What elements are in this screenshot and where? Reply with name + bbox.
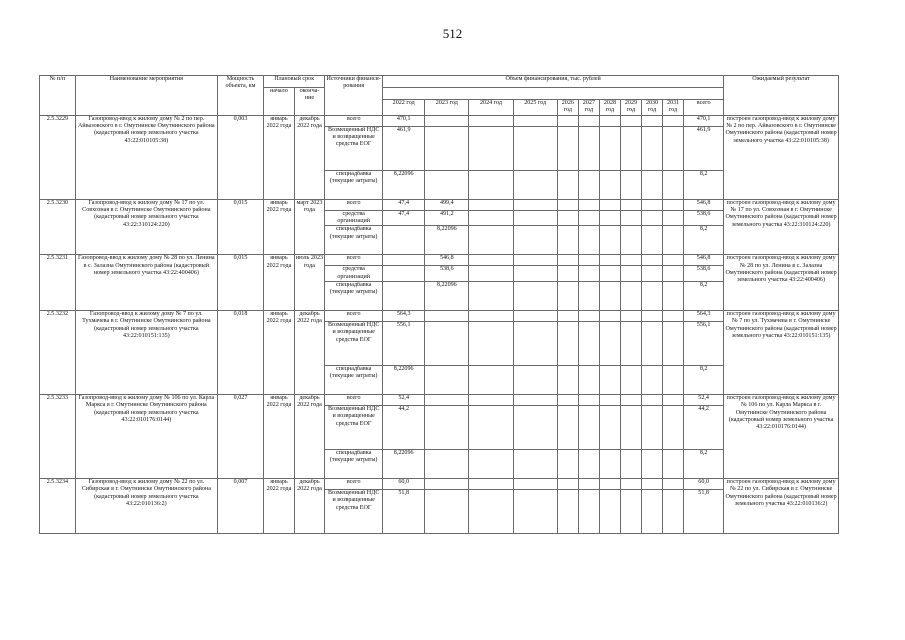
value-empty — [469, 478, 513, 489]
value-empty — [557, 489, 578, 533]
value-2022 — [383, 266, 425, 282]
source-name: средства организаций — [325, 210, 383, 226]
value-2023 — [425, 170, 469, 199]
value-empty — [557, 226, 578, 255]
row-name: Газопровод-ввод к жилому дому № 2 по пер. Айвазовского в г. Омутнинске Омутнинского района (кадастровый номер земельного участка 43:22:010105:38) — [75, 115, 217, 199]
value-empty — [620, 489, 641, 533]
header-year: 2024 год — [469, 100, 513, 116]
table-row — [40, 115, 839, 126]
header-num: № п/п — [40, 76, 76, 116]
value-empty — [578, 489, 599, 533]
value-empty — [620, 405, 641, 449]
source-name: спецнадбавка (текущие затраты) — [325, 365, 383, 394]
value-empty — [599, 365, 620, 394]
value-empty — [599, 226, 620, 255]
value-empty — [620, 449, 641, 478]
value-empty — [557, 115, 578, 126]
value-empty — [663, 255, 684, 266]
value-empty — [620, 310, 641, 321]
row-end: декабрь 2022 года — [294, 394, 325, 478]
value-empty — [663, 394, 684, 405]
value-empty — [620, 126, 641, 170]
value-empty — [578, 478, 599, 489]
value-empty — [599, 170, 620, 199]
header-period-end: оконча- ние — [294, 88, 325, 116]
value-empty — [513, 126, 557, 170]
value-empty — [557, 321, 578, 365]
value-empty — [513, 281, 557, 310]
value-empty — [663, 405, 684, 449]
value-2023: 8,22096 — [425, 281, 469, 310]
value-total: 8,2 — [684, 449, 724, 478]
value-empty — [599, 255, 620, 266]
value-empty — [557, 449, 578, 478]
value-empty — [469, 405, 513, 449]
value-empty — [469, 310, 513, 321]
row-end: декабрь 2022 года — [294, 478, 325, 533]
value-empty — [469, 365, 513, 394]
value-2023 — [425, 478, 469, 489]
header-period-start: начало — [264, 88, 295, 116]
value-empty — [513, 478, 557, 489]
value-empty — [513, 170, 557, 199]
value-empty — [557, 394, 578, 405]
value-empty — [513, 199, 557, 210]
value-empty — [578, 365, 599, 394]
row-result: построен газопровод-ввод к жилому дому № 106 по ул. Карла Маркса в г. Омутнинске Омутнинского района (кадастровый номер земельного участка 43:22:010176:0144) — [724, 394, 839, 478]
value-empty — [557, 255, 578, 266]
value-2022 — [383, 255, 425, 266]
value-total: 8,2 — [684, 365, 724, 394]
header-year: 2027 год — [578, 100, 599, 116]
source-name: спецнадбавка (текущие затраты) — [325, 281, 383, 310]
value-empty — [469, 255, 513, 266]
row-num: 2.5.3229 — [40, 115, 76, 199]
header-name: Наименование мероприятия — [75, 76, 217, 116]
value-empty — [578, 321, 599, 365]
value-empty — [642, 255, 663, 266]
value-empty — [578, 405, 599, 449]
header-year: 2028 год — [599, 100, 620, 116]
value-empty — [620, 210, 641, 226]
value-empty — [642, 365, 663, 394]
value-empty — [642, 405, 663, 449]
row-capacity: 0,015 — [217, 199, 263, 255]
row-start: январь 2022 года — [264, 255, 295, 311]
value-empty — [513, 405, 557, 449]
value-empty — [599, 126, 620, 170]
value-empty — [578, 281, 599, 310]
value-empty — [663, 210, 684, 226]
source-name: Возмещенный НДС и возвращенные средства ЕОГ — [325, 489, 383, 533]
value-empty — [620, 255, 641, 266]
row-start: январь 2022 года — [264, 478, 295, 533]
value-empty — [599, 449, 620, 478]
value-empty — [620, 170, 641, 199]
value-empty — [469, 170, 513, 199]
value-empty — [663, 321, 684, 365]
value-2023: 8,22096 — [425, 226, 469, 255]
value-empty — [599, 115, 620, 126]
value-total: 538,6 — [684, 210, 724, 226]
value-empty — [469, 394, 513, 405]
value-empty — [642, 210, 663, 226]
value-empty — [642, 489, 663, 533]
source-name: всего — [325, 394, 383, 405]
value-2023 — [425, 126, 469, 170]
value-empty — [578, 394, 599, 405]
table-row — [40, 199, 839, 210]
source-name: Возмещенный НДС и возвращенные средства ЕОГ — [325, 321, 383, 365]
row-num: 2.5.3230 — [40, 199, 76, 255]
value-2022: 51,8 — [383, 489, 425, 533]
value-empty — [513, 210, 557, 226]
row-start: январь 2022 года — [264, 199, 295, 255]
header-result: Ожидаемый результат — [724, 76, 839, 116]
value-total: 470,1 — [684, 115, 724, 126]
header-year: 2029 год — [620, 100, 641, 116]
value-empty — [578, 449, 599, 478]
row-start: январь 2022 года — [264, 394, 295, 478]
value-total: 546,8 — [684, 199, 724, 210]
source-name: спецнадбавка (текущие затраты) — [325, 226, 383, 255]
value-empty — [469, 321, 513, 365]
header-year: 2026 год — [557, 100, 578, 116]
row-result: построен газопровод-ввод к жилому дому № 17 по ул. Совхозная в г. Омутнинске Омутнинского района (кадастровый номер земельного участка 43:22:310124:220) — [724, 199, 839, 255]
value-empty — [599, 489, 620, 533]
value-2023 — [425, 394, 469, 405]
value-empty — [469, 210, 513, 226]
value-empty — [663, 226, 684, 255]
value-total: 546,8 — [684, 255, 724, 266]
header-year: всего — [684, 100, 724, 116]
row-num: 2.5.3234 — [40, 478, 76, 533]
value-empty — [642, 266, 663, 282]
row-name: Газопровод-ввод к жилому дому № 28 по ул. Ленина в с. Залазна Омутнинского района (кадастровый номер земельного участка 43:22:400406) — [75, 255, 217, 311]
header-year: 2031 год — [663, 100, 684, 116]
value-empty — [620, 365, 641, 394]
row-name: Газопровод-ввод к жилому дому № 7 по ул. Тухмачева в г. Омутнинске Омутнинского района (кадастровый номер земельного участка 43:22:010151:135) — [75, 310, 217, 394]
value-empty — [642, 126, 663, 170]
row-name: Газопровод-ввод к жилому дому № 17 по ул. Совхозная в г. Омутнинске Омутнинского района (кадастровый номер земельного участка 43:22:310124:220) — [75, 199, 217, 255]
value-empty — [663, 489, 684, 533]
value-empty — [663, 281, 684, 310]
value-empty — [557, 126, 578, 170]
row-name: Газопровод-ввод к жилому дому № 22 по ул. Сибирская в г. Омутнинске Омутнинского района (кадастровый номер земельного участка 43:22:010136:2) — [75, 478, 217, 533]
value-empty — [663, 478, 684, 489]
value-empty — [469, 199, 513, 210]
value-empty — [642, 321, 663, 365]
value-empty — [599, 199, 620, 210]
value-2023: 546,8 — [425, 255, 469, 266]
row-capacity: 0,015 — [217, 255, 263, 311]
value-empty — [469, 281, 513, 310]
value-empty — [663, 310, 684, 321]
value-empty — [620, 394, 641, 405]
value-empty — [469, 489, 513, 533]
value-empty — [599, 210, 620, 226]
value-empty — [663, 170, 684, 199]
value-empty — [620, 226, 641, 255]
table-row — [40, 394, 839, 405]
value-empty — [513, 321, 557, 365]
row-name: Газопровод-ввод к жилому дому № 106 по ул. Карла Маркса в г. Омутнинске Омутнинского района (кадастровый номер земельного участка 43:22:010176:0144) — [75, 394, 217, 478]
row-num: 2.5.3231 — [40, 255, 76, 311]
value-empty — [599, 281, 620, 310]
value-empty — [469, 115, 513, 126]
row-start: январь 2022 года — [264, 310, 295, 394]
value-empty — [557, 281, 578, 310]
value-empty — [557, 310, 578, 321]
value-empty — [513, 449, 557, 478]
value-2022: 60,0 — [383, 478, 425, 489]
value-empty — [599, 266, 620, 282]
value-empty — [599, 321, 620, 365]
row-num: 2.5.3232 — [40, 310, 76, 394]
value-empty — [513, 266, 557, 282]
value-empty — [557, 170, 578, 199]
value-total: 461,9 — [684, 126, 724, 170]
row-end: декабрь 2022 года — [294, 310, 325, 394]
value-total: 60,0 — [684, 478, 724, 489]
value-empty — [557, 478, 578, 489]
value-empty — [557, 210, 578, 226]
value-2022: 47,4 — [383, 199, 425, 210]
header-year: 2025 год — [513, 100, 557, 116]
value-empty — [578, 255, 599, 266]
header-volume: Объем финансирования, тыс. рублей — [383, 76, 724, 88]
value-empty — [557, 199, 578, 210]
value-2022: 564,3 — [383, 310, 425, 321]
source-name: средства организаций — [325, 266, 383, 282]
source-name: спецнадбавка (текущие затраты) — [325, 449, 383, 478]
value-empty — [620, 266, 641, 282]
row-capacity: 0,003 — [217, 115, 263, 199]
value-2023: 538,6 — [425, 266, 469, 282]
value-empty — [642, 199, 663, 210]
table-row — [40, 255, 839, 266]
value-2023 — [425, 489, 469, 533]
value-empty — [599, 478, 620, 489]
value-empty — [513, 310, 557, 321]
value-empty — [469, 266, 513, 282]
value-empty — [620, 321, 641, 365]
value-2022 — [383, 226, 425, 255]
value-empty — [663, 115, 684, 126]
value-empty — [663, 126, 684, 170]
row-result: построен газопровод-ввод к жилому дому № 28 по ул. Ленина в с. Залазна Омутнинского района (кадастровый номер земельного участка 43:22:400406) — [724, 255, 839, 311]
header-capacity: Мощность объекта, км — [217, 76, 263, 116]
value-empty — [557, 365, 578, 394]
value-2023: 491,2 — [425, 210, 469, 226]
value-empty — [620, 478, 641, 489]
value-empty — [642, 394, 663, 405]
header-year: 2022 год — [383, 100, 425, 116]
value-empty — [578, 170, 599, 199]
value-empty — [578, 226, 599, 255]
table-row — [40, 478, 839, 489]
value-2022: 44,2 — [383, 405, 425, 449]
value-total: 556,1 — [684, 321, 724, 365]
value-empty — [513, 489, 557, 533]
header-source: Источники финанси- рования — [325, 76, 383, 116]
value-2022 — [383, 281, 425, 310]
row-end: декабрь 2022 года — [294, 115, 325, 199]
value-2023 — [425, 365, 469, 394]
row-end: март 2023 года — [294, 199, 325, 255]
value-2022: 8,22096 — [383, 170, 425, 199]
source-name: всего — [325, 310, 383, 321]
value-empty — [642, 115, 663, 126]
value-2022: 556,1 — [383, 321, 425, 365]
row-start: январь 2022 года — [264, 115, 295, 199]
value-empty — [663, 365, 684, 394]
value-empty — [557, 405, 578, 449]
source-name: Возмещенный НДС и возвращенные средства ЕОГ — [325, 405, 383, 449]
source-name: всего — [325, 478, 383, 489]
value-empty — [513, 226, 557, 255]
row-result: построен газопровод-ввод к жилому дому № 7 по ул. Тухмачева в г. Омутнинске Омутнинского района (кадастровый номер земельного участка 43:22:010151:135) — [724, 310, 839, 394]
header-period: Плановый срок — [264, 76, 325, 88]
row-result: построен газопровод-ввод к жилому дому № 2 по пер. Айвазовского в г. Омутнинске Омутнинского района (кадастровый номер земельного участка 43:22:010105:38) — [724, 115, 839, 199]
source-name: всего — [325, 199, 383, 210]
value-2023: 499,4 — [425, 199, 469, 210]
value-total: 538,6 — [684, 266, 724, 282]
header-year: 2030 год — [642, 100, 663, 116]
value-empty — [513, 115, 557, 126]
table-row — [40, 310, 839, 321]
financing-table — [39, 75, 839, 534]
value-total: 51,8 — [684, 489, 724, 533]
value-2023 — [425, 321, 469, 365]
value-empty — [663, 266, 684, 282]
value-empty — [578, 126, 599, 170]
value-empty — [642, 226, 663, 255]
value-empty — [469, 449, 513, 478]
value-empty — [578, 210, 599, 226]
value-empty — [599, 310, 620, 321]
value-total: 44,2 — [684, 405, 724, 449]
value-2022: 8,22096 — [383, 449, 425, 478]
value-empty — [642, 170, 663, 199]
page-number: 512 — [442, 26, 463, 41]
value-empty — [578, 310, 599, 321]
value-empty — [620, 199, 641, 210]
value-empty — [513, 365, 557, 394]
value-empty — [663, 199, 684, 210]
header-year: 2023 год — [425, 100, 469, 116]
value-empty — [578, 199, 599, 210]
value-empty — [620, 115, 641, 126]
source-name: всего — [325, 115, 383, 126]
value-empty — [513, 255, 557, 266]
value-2023 — [425, 449, 469, 478]
value-empty — [469, 226, 513, 255]
value-empty — [599, 405, 620, 449]
source-name: спецнадбавка (текущие затраты) — [325, 170, 383, 199]
source-name: Возмещенный НДС и возвращенные средства ЕОГ — [325, 126, 383, 170]
value-empty — [642, 478, 663, 489]
value-empty — [620, 281, 641, 310]
value-empty — [557, 266, 578, 282]
value-2022: 461,9 — [383, 126, 425, 170]
value-empty — [642, 281, 663, 310]
value-empty — [642, 449, 663, 478]
row-result: построен газопровод-ввод к жилому дому № 22 по ул. Сибирская в г. Омутнинске Омутнинского района (кадастровый номер земельного участка 43:22:010136:2) — [724, 478, 839, 533]
row-capacity: 0,018 — [217, 310, 263, 394]
value-empty — [578, 115, 599, 126]
row-num: 2.5.3233 — [40, 394, 76, 478]
value-empty — [663, 449, 684, 478]
row-capacity: 0,027 — [217, 394, 263, 478]
value-2023 — [425, 405, 469, 449]
value-empty — [642, 310, 663, 321]
value-empty — [578, 266, 599, 282]
value-empty — [469, 126, 513, 170]
source-name: всего — [325, 255, 383, 266]
value-2023 — [425, 115, 469, 126]
value-total: 8,2 — [684, 170, 724, 199]
value-2023 — [425, 310, 469, 321]
value-2022: 47,4 — [383, 210, 425, 226]
value-2022: 52,4 — [383, 394, 425, 405]
value-empty — [513, 394, 557, 405]
row-end: июль 2023 года — [294, 255, 325, 311]
value-total: 564,3 — [684, 310, 724, 321]
value-total: 8,2 — [684, 281, 724, 310]
row-capacity: 0,007 — [217, 478, 263, 533]
value-2022: 470,1 — [383, 115, 425, 126]
value-total: 8,2 — [684, 226, 724, 255]
value-empty — [599, 394, 620, 405]
value-total: 52,4 — [684, 394, 724, 405]
value-2022: 8,22096 — [383, 365, 425, 394]
